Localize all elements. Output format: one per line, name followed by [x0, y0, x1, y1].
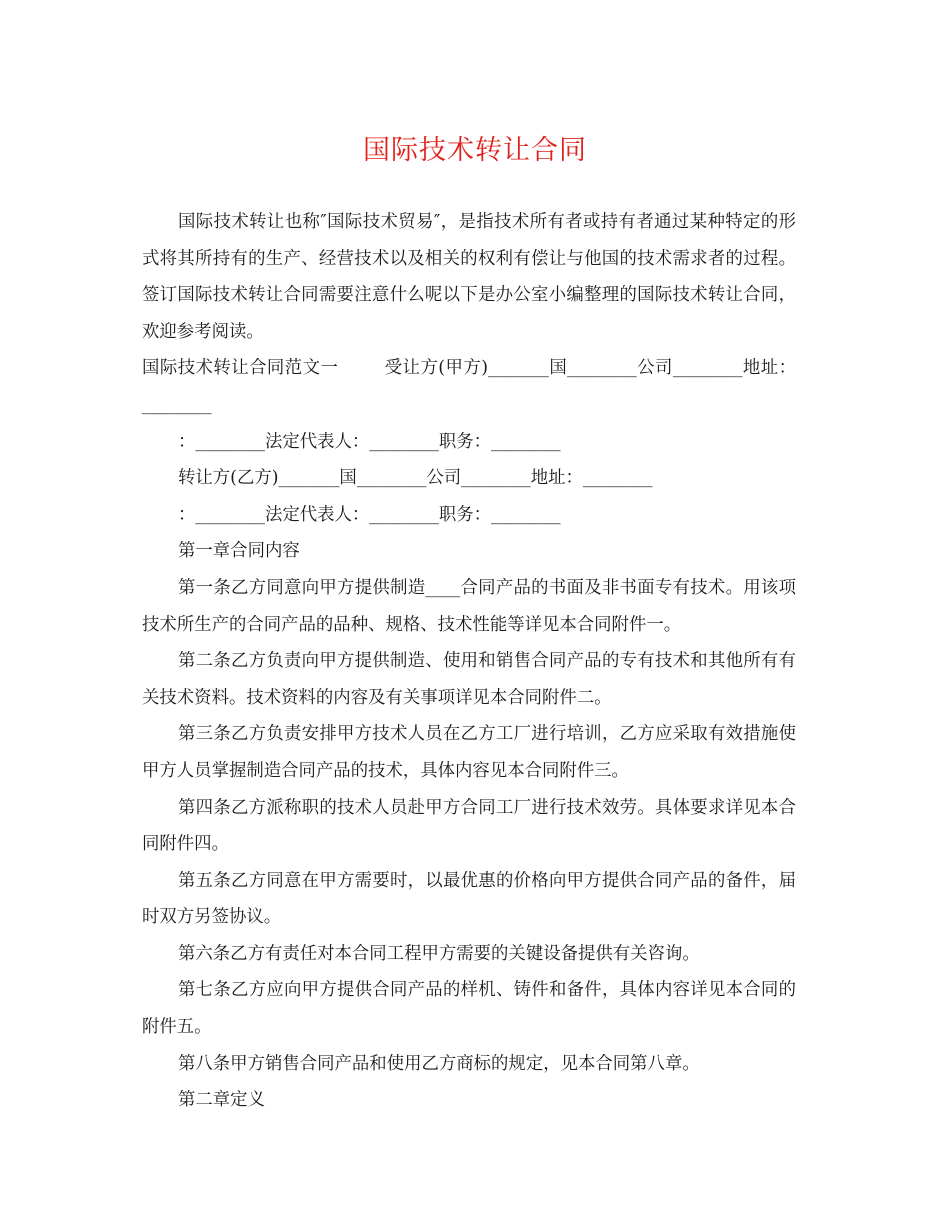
article-paragraph: 第八条甲方销售合同产品和使用乙方商标的规定，见本合同第八章。: [178, 1053, 700, 1074]
article-paragraph: 第六条乙方有责任对本合同工程甲方需要的关键设备提供有关咨询。: [178, 943, 700, 964]
article-paragraph: 第五条乙方同意在甲方需要时，以最优惠的价格向甲方提供合同产品的备件，届时双方另签协议。: [142, 870, 796, 928]
party-b-rep-line: ：________法定代表人：________职务：________: [178, 504, 561, 525]
chapter-heading: 第二章定义: [178, 1090, 265, 1111]
article-paragraph: 第七条乙方应向甲方提供合同产品的样机、铸件和备件，具体内容详见本合同的附件五。: [142, 980, 796, 1038]
party-a-text: 受让方(甲方)_______国________公司________地址：________: [142, 358, 796, 415]
article-paragraph: 第三条乙方负责安排甲方技术人员在乙方工厂进行培训，乙方应采取有效措施使甲方人员掌握制造合同产品的技术，具体内容见本合同附件三。: [142, 724, 796, 781]
sample-label: 国际技术转让合同范文一: [142, 358, 339, 379]
party-b-line: 转让方(乙方)_______国________公司________地址：________: [178, 468, 653, 489]
party-a-line: [142, 350, 796, 423]
document-body: [142, 204, 796, 1119]
party-a-rep-line: ：________法定代表人：________职务：________: [178, 431, 561, 452]
chapter-heading: 第一章合同内容: [178, 541, 300, 562]
article-paragraph: 第四条乙方派称职的技术人员赴甲方合同工厂进行技术效劳。具体要求详见本合同附件四。: [142, 797, 796, 855]
article-paragraph: 第二条乙方负责向甲方提供制造、使用和销售合同产品的专有技术和其他所有有关技术资料。技术资料的内容及有关事项详见本合同附件二。: [142, 651, 796, 708]
document-title: 国际技术转让合同: [363, 135, 587, 166]
article-paragraph: 第一条乙方同意向甲方提供制造____合同产品的书面及非书面专有技术。用该项技术所生产的合同产品的品种、规格、技术性能等详见本合同附件一。: [142, 577, 796, 635]
intro-paragraph: 国际技术转让也称″国际技术贸易″，是指技术所有者或持有者通过某种特定的形式将其所持有的生产、经营技术以及相关的权利有偿让与他国的技术需求者的过程。签订国际技术转让合同需要注意什么呢以下是办公室小编整理的国际技术转让合同，欢迎参考阅读。: [142, 212, 796, 342]
